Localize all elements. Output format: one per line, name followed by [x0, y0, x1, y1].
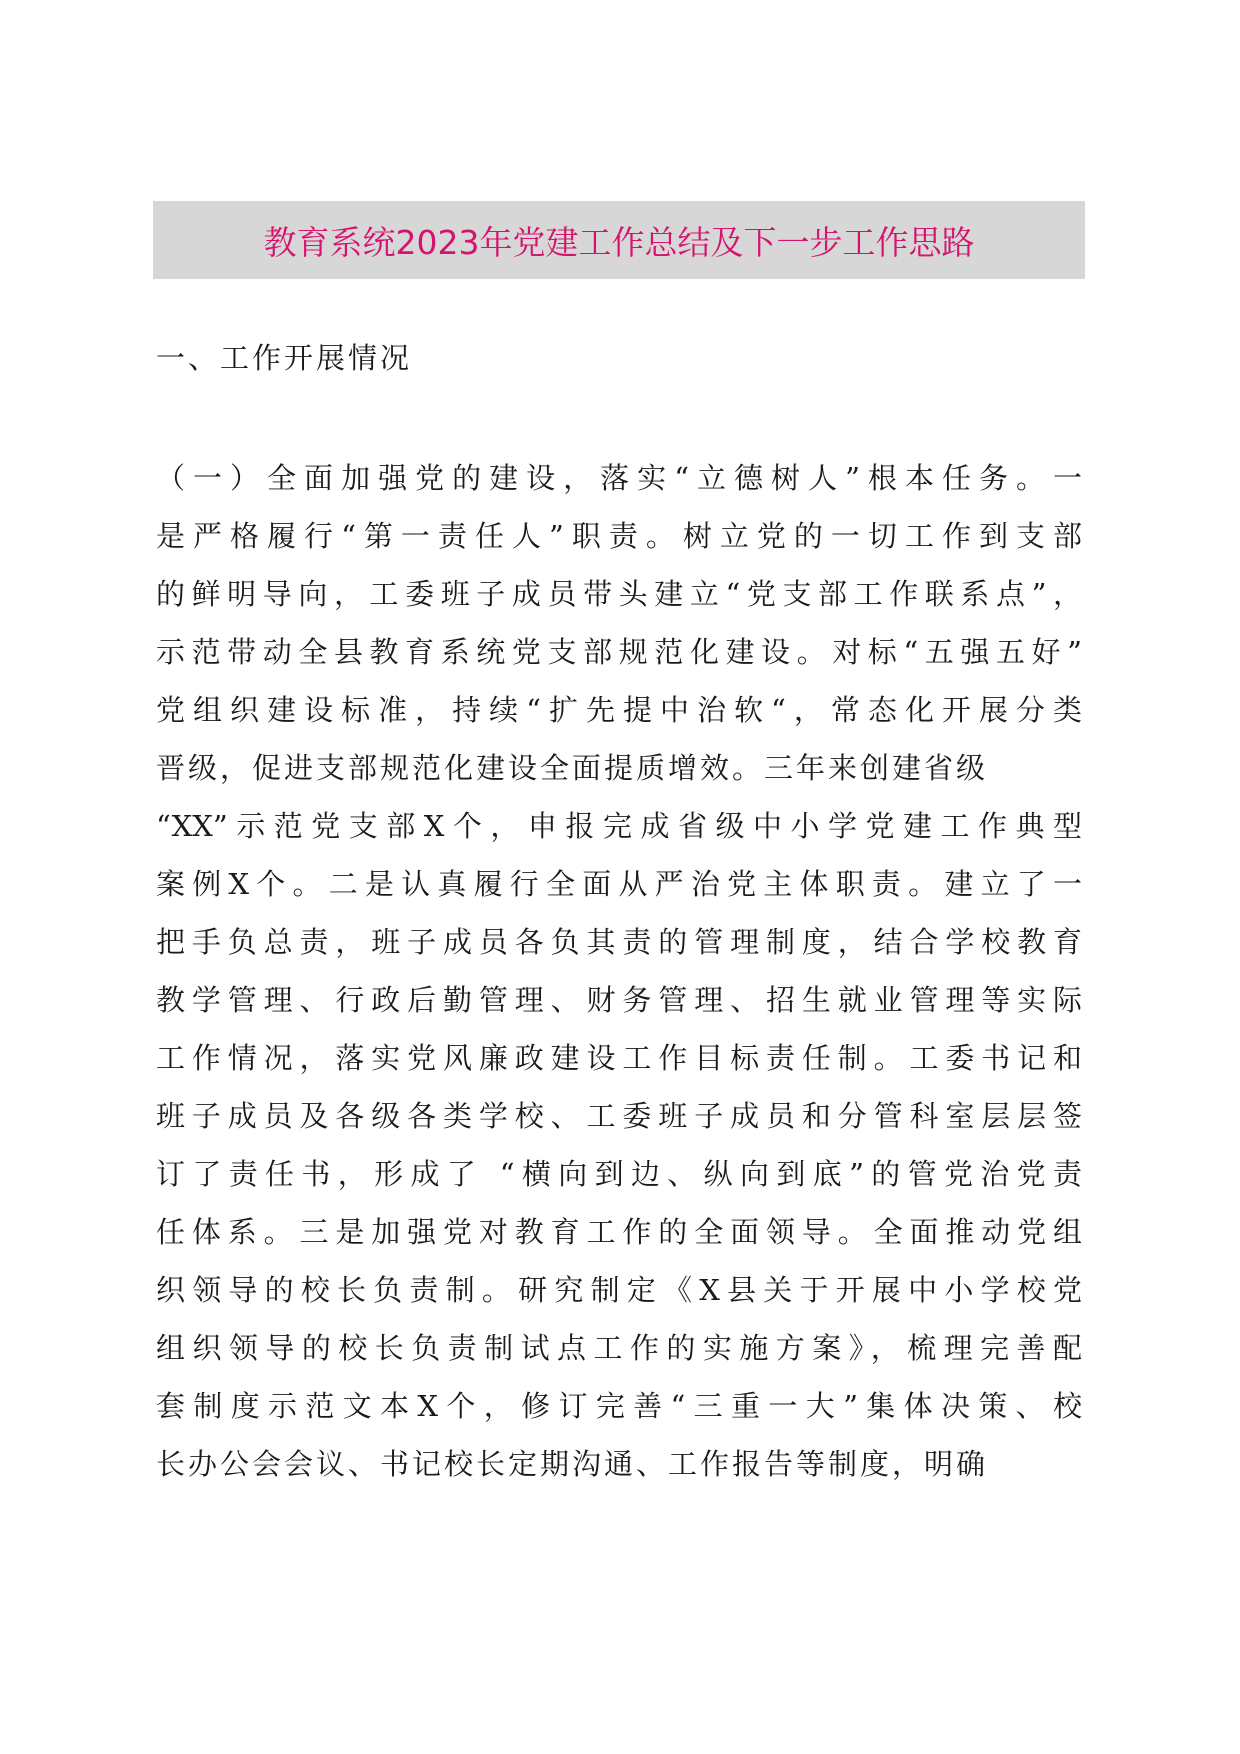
paragraph-line: 班子成员及各级各类学校、工委班子成员和分管科室层层签: [156, 1099, 1082, 1133]
paragraph-line: 是严格履行“第一责任人”职责。树立党的一切工作到支部: [156, 519, 1082, 553]
title-banner: [153, 201, 1085, 279]
paragraph-line: 晋级，促进支部规范化建设全面提质增效。三年来创建省级: [156, 751, 989, 785]
paragraph-line: 党组织建设标准，持续“扩先提中治软“，常态化开展分类: [156, 693, 1082, 727]
paragraph-line: 订了责任书，形成了 “横向到边、纵向到底”的管党治党责: [156, 1157, 1082, 1191]
paragraph-line: 教学管理、行政后勤管理、财务管理、招生就业管理等实际: [156, 983, 1082, 1017]
paragraph-line: 长办公会会议、书记校长定期沟通、工作报告等制度，明确: [156, 1447, 989, 1481]
paragraph-line: 套制度示范文本X个，修订完善“三重一大”集体决策、校: [156, 1389, 1082, 1423]
paragraph-line: 示范带动全县教育系统党支部规范化建设。对标“五强五好”: [156, 635, 1082, 669]
paragraph-line: 组织领导的校长负责制试点工作的实施方案》，梳理完善配: [156, 1331, 1082, 1365]
paragraph-line: 工作情况，落实党风廉政建设工作目标责任制。工委书记和: [156, 1041, 1082, 1075]
paragraph-line: 织领导的校长负责制。研究制定《X县关于开展中小学校党: [156, 1273, 1082, 1307]
paragraph-line: 的鲜明导向，工委班子成员带头建立“党支部工作联系点”，: [156, 577, 1082, 611]
paragraph-line: 把手负总责，班子成员各负其责的管理制度，结合学校教育: [156, 925, 1082, 959]
paragraph-line: 任体系。三是加强党对教育工作的全面领导。全面推动党组: [156, 1215, 1082, 1249]
document-title: 教育系统2023年党建工作总结及下一步工作思路: [263, 222, 975, 262]
paragraph-line: 案例X个。二是认真履行全面从严治党主体职责。建立了一: [156, 867, 1082, 901]
paragraph-line: （一）全面加强党的建设，落实“立德树人”根本任务。一: [156, 461, 1082, 495]
section-heading: 一、工作开展情况: [156, 341, 413, 375]
paragraph-line: “XX”示范党支部X个，申报完成省级中小学党建工作典型: [156, 809, 1082, 843]
